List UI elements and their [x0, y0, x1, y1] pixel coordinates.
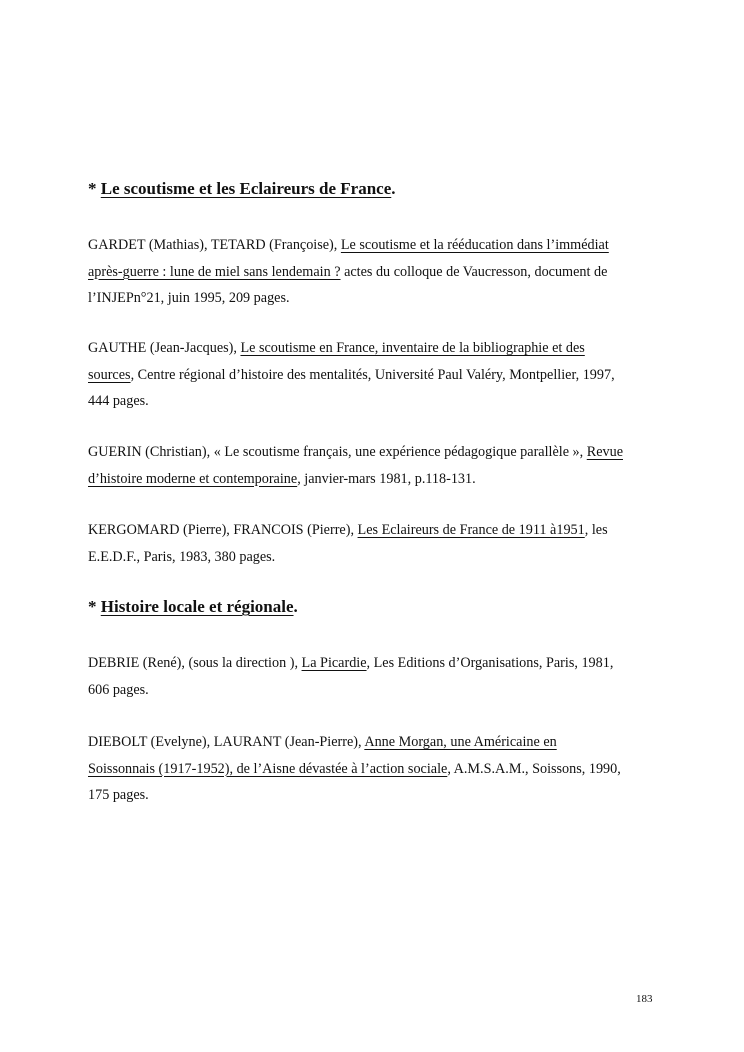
bibliography-entry — [88, 729, 662, 809]
entry-title-text: Anne Morgan, une Américaine en — [364, 734, 557, 750]
entry-text: KERGOMARD (Pierre), FRANCOIS (Pierre), — [88, 522, 358, 538]
entry-title-text: Les Eclaireurs de France de 1911 à1951 — [357, 522, 585, 538]
heading-period: . — [391, 179, 396, 198]
entry-text: actes du colloque de Vaucresson, document de — [340, 263, 608, 280]
entry-title-text: Revue — [586, 444, 623, 460]
page-number: 183 — [636, 993, 653, 1005]
entry-text: DEBRIE (René), (sous la direction ), — [88, 655, 302, 671]
entry-title-text: Le scoutisme et la rééducation dans l’immédiat — [340, 237, 609, 253]
bibliography-entry — [88, 232, 662, 312]
entry-title-text: Soissonnais (1917-1952), de l’Aisne dévastée à l’action sociale — [88, 760, 448, 777]
entry-line — [88, 544, 662, 571]
heading-title: Histoire locale et régionale — [100, 597, 294, 616]
entry-text: l’INJEPn°21, juin 1995, 209 pages. — [88, 290, 290, 306]
bibliography-entry — [88, 335, 662, 415]
entry-line — [88, 335, 662, 362]
entry-line — [88, 232, 662, 259]
entry-title-text: après-guerre : lune de miel sans lendemain ? — [88, 263, 341, 280]
bibliography-entry — [88, 650, 662, 703]
entry-text: GARDET (Mathias), TETARD (Françoise), — [88, 237, 341, 253]
entry-line — [88, 259, 662, 286]
entry-text: , A.M.S.A.M., Soissons, 1990, — [447, 760, 621, 777]
entry-line — [88, 782, 662, 809]
entry-title-text: sources — [88, 366, 131, 383]
entry-line — [88, 439, 662, 466]
entry-line — [88, 677, 662, 704]
entry-line — [88, 650, 662, 677]
entry-line — [88, 466, 662, 493]
heading-period: . — [293, 597, 298, 616]
entry-text: 444 pages. — [88, 393, 149, 409]
entry-text: DIEBOLT (Evelyne), LAURANT (Jean-Pierre), — [88, 734, 365, 750]
entry-text: , Centre régional d’histoire des mentalités, Université Paul Valéry, Montpellier, 1997, — [130, 366, 615, 383]
entry-line — [88, 729, 662, 756]
entry-text: , janvier-mars 1981, p.118-131. — [297, 470, 476, 487]
entry-text: GUERIN (Christian), « Le scoutisme français, une expérience pédagogique parallèle », — [88, 444, 587, 460]
entry-text: , Les Editions d’Organisations, Paris, 1981, — [366, 655, 614, 671]
entry-title-text: La Picardie — [301, 655, 367, 671]
entry-line — [88, 285, 662, 312]
bibliography-entry — [88, 517, 662, 570]
entry-title-text: d’histoire moderne et contemporaine — [88, 470, 298, 487]
bibliography-entry — [88, 439, 662, 492]
heading-title: Le scoutisme et les Eclaireurs de France — [100, 179, 392, 198]
heading-star: * — [88, 597, 97, 616]
section-heading-scoutisme — [88, 179, 396, 199]
entry-line — [88, 756, 662, 783]
entry-text: 606 pages. — [88, 681, 149, 698]
entry-line — [88, 517, 662, 544]
entry-text: E.E.D.F., Paris, 1983, 380 pages. — [88, 548, 276, 565]
heading-star: * — [88, 179, 97, 198]
entry-title-text: Le scoutisme en France, inventaire de la bibliographie et des — [240, 340, 585, 356]
entry-text: 175 pages. — [88, 787, 149, 803]
section-heading-histoire-locale — [88, 597, 298, 617]
entry-text: , les — [584, 522, 608, 538]
entry-line — [88, 388, 662, 415]
entry-line — [88, 362, 662, 389]
entry-text: GAUTHE (Jean-Jacques), — [88, 340, 241, 356]
